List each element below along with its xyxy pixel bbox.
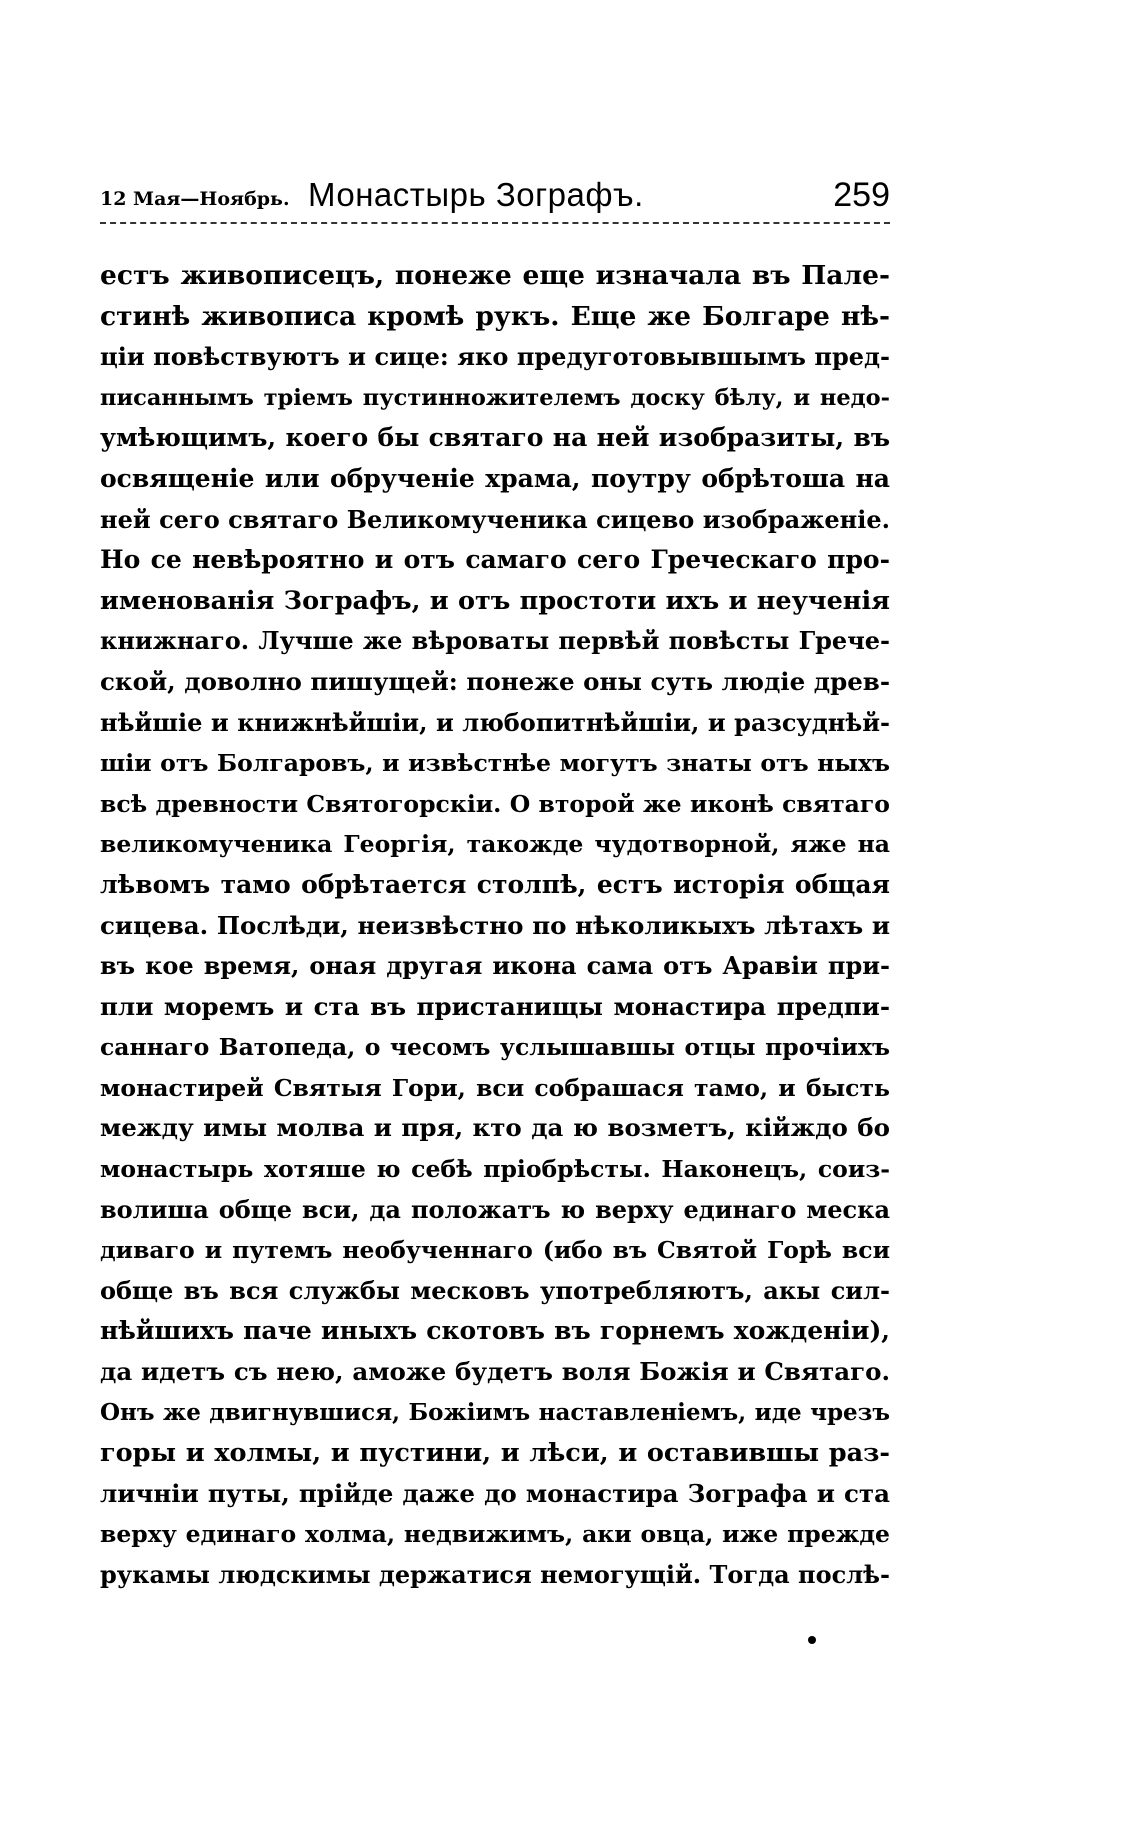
text-line: великомученика Георгія, такожде чудотворной, яже на [100,830,890,859]
text-line: стинѣ живописа кромѣ рукъ. Еще же Болгаре нѣ- [100,300,890,332]
body-text [100,256,890,1596]
text-line: ской, доволно пишущей: понеже оны суть людіе древ- [100,666,890,696]
text-line: ціи повѣствуютъ и сице: яко предуготовывшымъ пред- [100,342,890,372]
footer-dot-mark [808,1636,816,1644]
page-header [100,176,890,216]
text-line: именованія Зографъ, и отъ простоти ихъ и неученія [100,585,890,616]
text-line: умѣющимъ, коего бы святаго на ней изобразиты, въ [100,423,890,453]
text-line: лѣвомъ тамо обрѣтается столпѣ, естъ исторія общая [100,869,890,899]
text-line: освященіе или обрученіе храма, поутру обрѣтоша на [100,463,890,493]
text-line: естъ живописецъ, понеже еще изначала въ Пале- [100,260,890,291]
text-line: монастырь хотяше ю себѣ пріобрѣсты. Наконецъ, соиз- [100,1155,890,1184]
text-line: сицева. Послѣди, неизвѣстно по нѣколикыхъ лѣтахъ и [100,910,890,940]
text-line: да идетъ съ нею, аможе будетъ воля Божія и Святаго. [100,1357,890,1387]
text-line: писаннымъ тріемъ пустинножителемъ доску бѣлу, и недо- [100,384,890,411]
text-line: нѣйшихъ паче иныхъ скотовъ въ горнемъ хожденіи), [100,1316,890,1346]
text-line: Онъ же двигнувшися, Божіимъ наставленіемъ, иде чрезъ [100,1398,890,1426]
text-line: въ кое время, оная другая икона сама отъ Аравіи при- [100,951,890,981]
text-line: личніи путы, прійде даже до монастира Зографа и ста [100,1478,890,1508]
page-number: 259 [833,176,890,214]
text-line: нѣйшіе и книжнѣйшіи, и любопитнѣйшіи, и разсуднѣй- [100,707,890,737]
text-line: Но се невѣроятно и отъ самаго сего Греческаго про- [100,545,890,575]
text-line: обще въ вся службы месковъ употребляютъ, акы сил- [100,1275,890,1305]
text-line: горы и холмы, и пустини, и лѣси, и оставившы раз- [100,1438,890,1469]
text-line: монастирей Святыя Гори, вси собрашася тамо, и бысть [100,1073,890,1102]
text-line: между имы молва и пря, кто да ю возметъ, кійждо бо [100,1113,890,1143]
text-line: волиша обще вси, да положатъ ю верху единаго меска [100,1194,890,1224]
text-line: книжнаго. Лучше же вѣроваты первѣй повѣсты Грече- [100,626,890,656]
text-line: пли моремъ и ста въ пристанищы монастира предпи- [100,991,890,1021]
running-title: Монастырь Зографъ. [308,176,644,213]
text-line: диваго и путемъ необученнаго (ибо въ Святой Горѣ вси [100,1236,890,1265]
text-line: ней сего святаго Великомученика сицево изображеніе. [100,504,890,534]
text-line: верху единаго холма, недвижимъ, аки овца, иже прежде [100,1520,890,1549]
header-date-range: 12 Мая—Ноябрь. [100,188,290,210]
header-rule [100,222,890,224]
text-line: рукамы людскимы держатися немогущій. Тогда послѣ- [100,1560,890,1589]
text-line: шіи отъ Болгаровъ, и извѣстнѣе могутъ знаты отъ ныхъ [100,749,890,778]
text-line: саннаго Ватопеда, о чесомъ услышавшы отцы прочіихъ [100,1033,890,1062]
text-line: всѣ древности Святогорскіи. О второй же иконѣ святаго [100,789,890,818]
